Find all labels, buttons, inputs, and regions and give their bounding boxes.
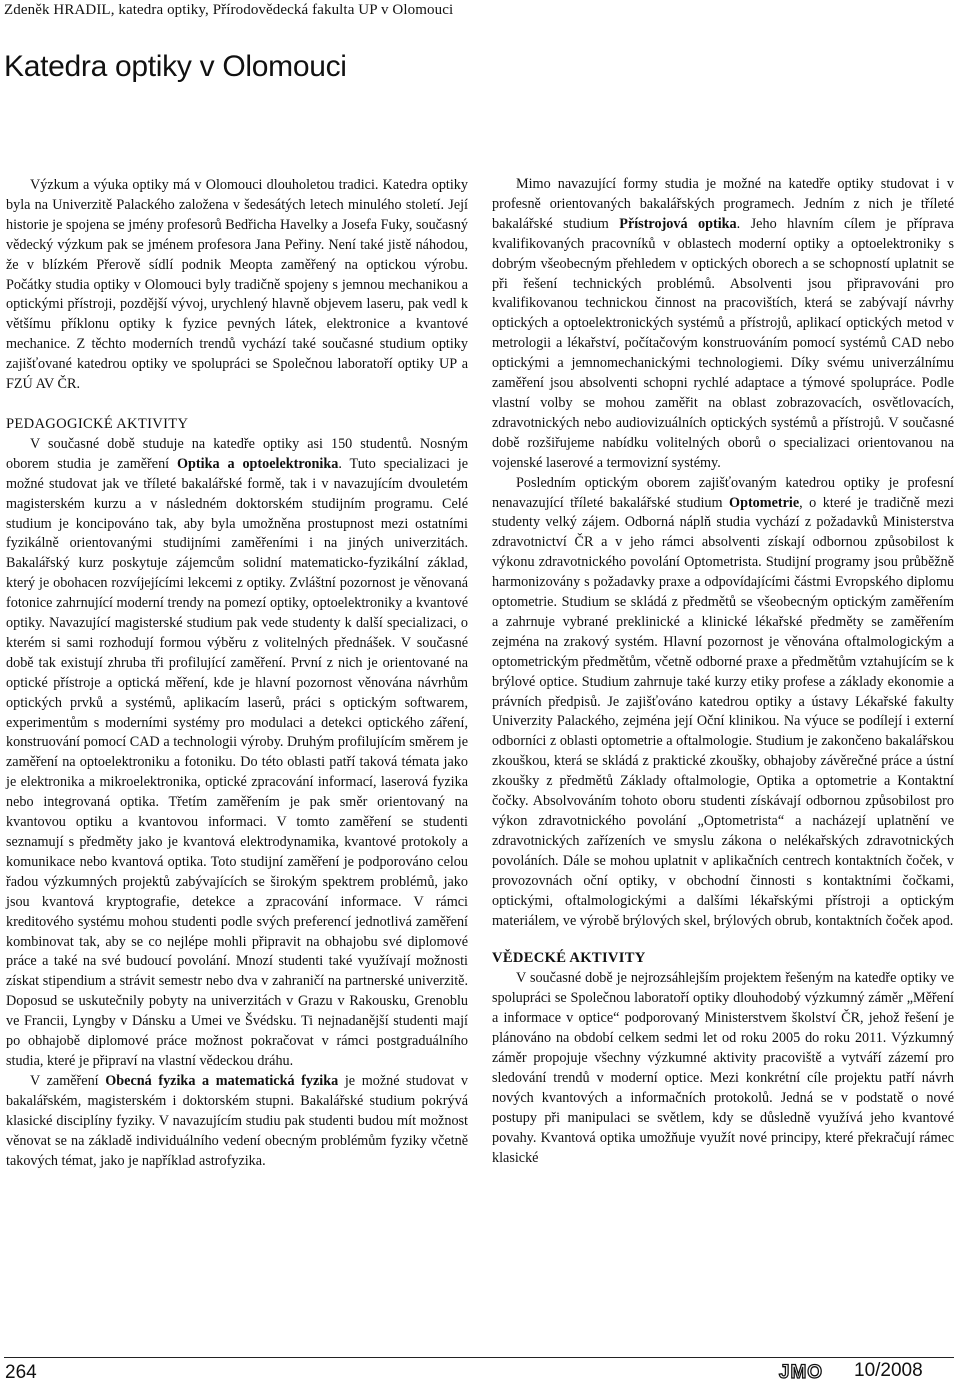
optometry-paragraph: Posledním optickým oborem zajišťovaným katedrou optiky je profesní nenavazující tříleté bakalářské studium Optometrie, o které je tradičně mezi studenty velký zájem. Odborná náplň studia vychází z požadavků Ministerstva zdravotnictví ČR a v jeho rámci absolventi získají odbornou způsobilost k výkonu zdravotnického povolání Optometrista. Studijní programy jsou průběžně harmonizovány s požadavky praxe a odpovídajícími částmi Evropského diplomu optometrie. Studium se skládá z předmětů se všeobecným optickým zaměřením a zahrnuje vybrané preklinické a klinické lékařské předměty se zaměřením zejména na zrakový systém. Hlavní pozornost je věnována oftalmologickým a optometrickým předmětům, včetně odborné praxe a předmětům vztahujícím se k brýlové optice. Studium zahrnuje také kurzy etiky profese a základy ekonomie a právních předpisů. Je zajišťováno katedrou optiky a ústavy Lékařské fakulty Univerzity Palackého, zejména její Oční klinikou. Na výuce se podílejí i externí odborníci z oblasti optometrie a oftalmologie. Studium je zakončeno bakalářskou zkouškou, která se skládá z praktické zkoušky, obhajoby závěrečné práce a ústní zkoušky z předmětů Základy oftalmologie, Optika a optometrie a Kontaktní čočky. Absolvováním tohoto oboru studenti získávají odbornou způsobilost pro výkon zdravotnického povolání „Optometrista“ a nacházejí uplatnění ve zdravotnických zařízeních ve smyslu zákona o nelékařských zdravotnických povoláních. Dále se mohou uplatnit v aplikačních centrech kontaktních čoček, v provozovnách oční optiky, v obchodní činnosti s kontaktními čočkami, optickými, oftalmologickými a dalšími lékařskými přístroji a optickým materiálem, ve výrobě brýlových skel, brýlových obrub, kontaktních čoček apod. [492, 474, 954, 929]
program-name-instrument-optics: Přístrojová optika [619, 215, 737, 232]
footer-rule [4, 1357, 954, 1358]
page-number: 264 [5, 1362, 37, 1383]
section-heading-pedagogical: PEDAGOGICKÉ AKTIVITY [6, 415, 189, 432]
research-paragraph: V současné době je nejrozsáhlejším projektem řešeným na katedře optiky ve spolupráci se Společnou laboratoří optiky dlouhodobý výzkumný záměr „Měření a informace v optice“ podporovaný Ministerstvem školství ČR, jehož řešení je plánováno na období celkem sedmi let od roku 2005 do roku 2011. Výzkumný záměr propojuje všechny výzkumné aktivity pracoviště a vytváří zázemí pro sledování trendů v moderní optice. Mezi konkrétní cíle projektu patří návrh nových kvantových a informačních protokolů. Jedná se v podstatě o nové postupy při manipulaci se světlem, kdy se důsledně využívá jeho kvantové povahy. Kvantová optika umožňuje využít nové principy, které překračují rámec klasické [492, 970, 954, 1166]
right-column [492, 175, 954, 1168]
journal-mark [770, 1360, 923, 1382]
article-title: Katedra optiky v Olomouci [4, 50, 347, 83]
running-head: Zdeněk HRADIL, katedra optiky, Přírodovědecká fakulta UP v Olomouci [4, 2, 454, 18]
issue-number: 10/2008 [854, 1360, 923, 1381]
journal-logo-icon [770, 1361, 832, 1381]
program-name-physics: Obecná fyzika a matematická fyzika [105, 1072, 339, 1089]
program-name-optics: Optika a optoelektronika [177, 455, 339, 472]
left-column [6, 176, 468, 1171]
intro-paragraph: Výzkum a výuka optiky má v Olomouci dlouholetou tradici. Katedra optiky byla na Univerzitě Palackého založena v šedesátých letech minulého století. Její historie je spojena se jmény profesorů Bedřicha Havelky a Josefa Fuky, současný vědecký výzkum pak se jménem profesora Jana Peřiny. Není také jistě náhodou, že v blízkém Přerově sídlí podnik Meopta zaměřený na optickou výrobu. Počátky studia optiky v Olomouci byly tradičně spojeny s jemnou mechanikou a optickými přístroji, pozdější vývoj, urychlený hlavně objevem laseru, pak vedl k většímu příklonu optiky k fyzice pevných látek, elektronice a kvantové mechanice. Z těchto moderních trendů vychází také současné studium optiky zajišťované katedrou optiky ve spolupráci se Společnou laboratoří optiky UP a FZÚ AV ČR. [6, 177, 468, 393]
section-heading-research: VĚDECKÉ AKTIVITY [492, 950, 646, 967]
pedagogical-paragraph: V současné době studuje na katedře optiky asi 150 studentů. Nosným oborem studia je zaměření Optika a optoelektronika. Tuto specializaci je možné studovat jak ve tříleté bakalářské formě, tak i v navazujícím dvouletém magisterském kurzu a v následném doktorském studijním programu. Celé studium je koncipováno tak, aby byla umožněna prostupnost mezi ostatními fyzikálně orientovanými studijními zaměřeními i na jiných univerzitách. Bakalářský kurz poskytuje zájemcům solidní matematicko-fyzikální základ, který je obohacen rozvíjejícími lekcemi z optiky. Zvláštní pozornost je věnovaná fotonice zahrnující moderní trendy na pomezí optiky, optoelektroniky a kvantové optiky. Navazující magisterské studium pak vede studenty k další specializaci, o kterém si sami rozhodují formou výběru z volitelných přednášek. V současné době tak existují zhruba tři profilující zaměření. První z nich je orientované na optické přístroje a optická měření, kde je hlavní pozornost věnována návrhům optických prvků a systémů, aplikacím laserů, práci s optickým softwarem, experimentům s moderními systémy pro modulaci a detekci optického záření, konstruování pomocí CAD a technologii výroby. Druhým profilujícím směrem je zaměření na optoelektroniku a fotoniku. Do této oblasti patří taková témata jako je elektronika a mikroelektronika, optické zpracování informací, laserová fyzika nebo integrovaná optika. Třetím zaměřením je pak směr orientovaný na kvantovou optiku a kvantovou informaci. V tomto zaměření se studenti seznamují s předměty jako je kvantová elektrodynamika, kvantové protokoly a komunikace nebo kvantová optika. Toto studijní zaměření je podporováno celou řadou výzkumných projektů zabývajících se širokým spektrem problémů, jako jsou kvantová kryptografie, detekce a zpracování informace. V rámci kreditového systému mohou studenti podle svých preferencí jednotlivá zaměření kombinovat tak, aby se co nejlépe mohli připravit na obhajobu své diplomové práce a také na své budoucí povolání. Mnozí studenti také využívají možnosti získat stipendium a strávit semestr nebo dva v zahraničí na partnerské univerzitě. Doposud se uskutečnily pobyty na univerzitách v Grazu v Rakousku, Grenoblu ve Francii, Lyngby v Dánsku a Umei ve Švédsku. Ti nejnadanější studenti mají po obhajobě diplomové práce možnost pokračovat v rámci postgraduálního studia, které je připraví na vlastní vědeckou dráhu. [6, 435, 469, 1069]
general-physics-paragraph: V zaměření Obecná fyzika a matematická fyzika je možné studovat v bakalářském, magisterském i doktorském stupni. Bakalářské studium pokrývá klasické disciplíny fyziky. V navazujícím studiu pak studenti budou mít možnost věnovat se na základě individuálního vedení obecným problémům fyziky včetně takových témat, jako je například astrofyzika. [6, 1072, 468, 1169]
journal-logo-text: JMO [778, 1362, 824, 1381]
program-name-optometry: Optometrie [729, 494, 800, 511]
instrument-optics-paragraph: Mimo navazující formy studia je možné na katedře optiky studovat i v profesně orientovaných bakalářských programech. Jedním z nich je tříleté bakalářské studium Přístrojová optika. Jeho hlavním cílem je příprava kvalifikovaných pracovníků v oblastech moderní optiky a optoelektroniky s dobrým všeobecným přehledem v optických oborech a se schopností uplatnit se při řešení technických problémů. Absolventi jsou připravováni pro kvalifikovanou technickou činnost na pracovištích, která se zabývají návrhy optických a optoelektronických systémů a přístrojů, aplikací optických metod v metrologii a lékařství, počítačovým konstruováním pomocí systémů CAD nebo optickými a jemnomechanickými technologiemi. Díky svému univerzálnímu zaměření jsou absolventi schopni rychlé adaptace a týmové spolupráce. Podle vlastní volby se mohou zaměřit na oblast zobrazovacích, osvětlovacích, zdravotnických nebo audiovizuálních optických systémů a přístrojů. V současné době rozšiřujeme nabídku volitelných oborů o specializaci orientovanou na vojenské laserové a termovizní systémy. [492, 176, 954, 471]
